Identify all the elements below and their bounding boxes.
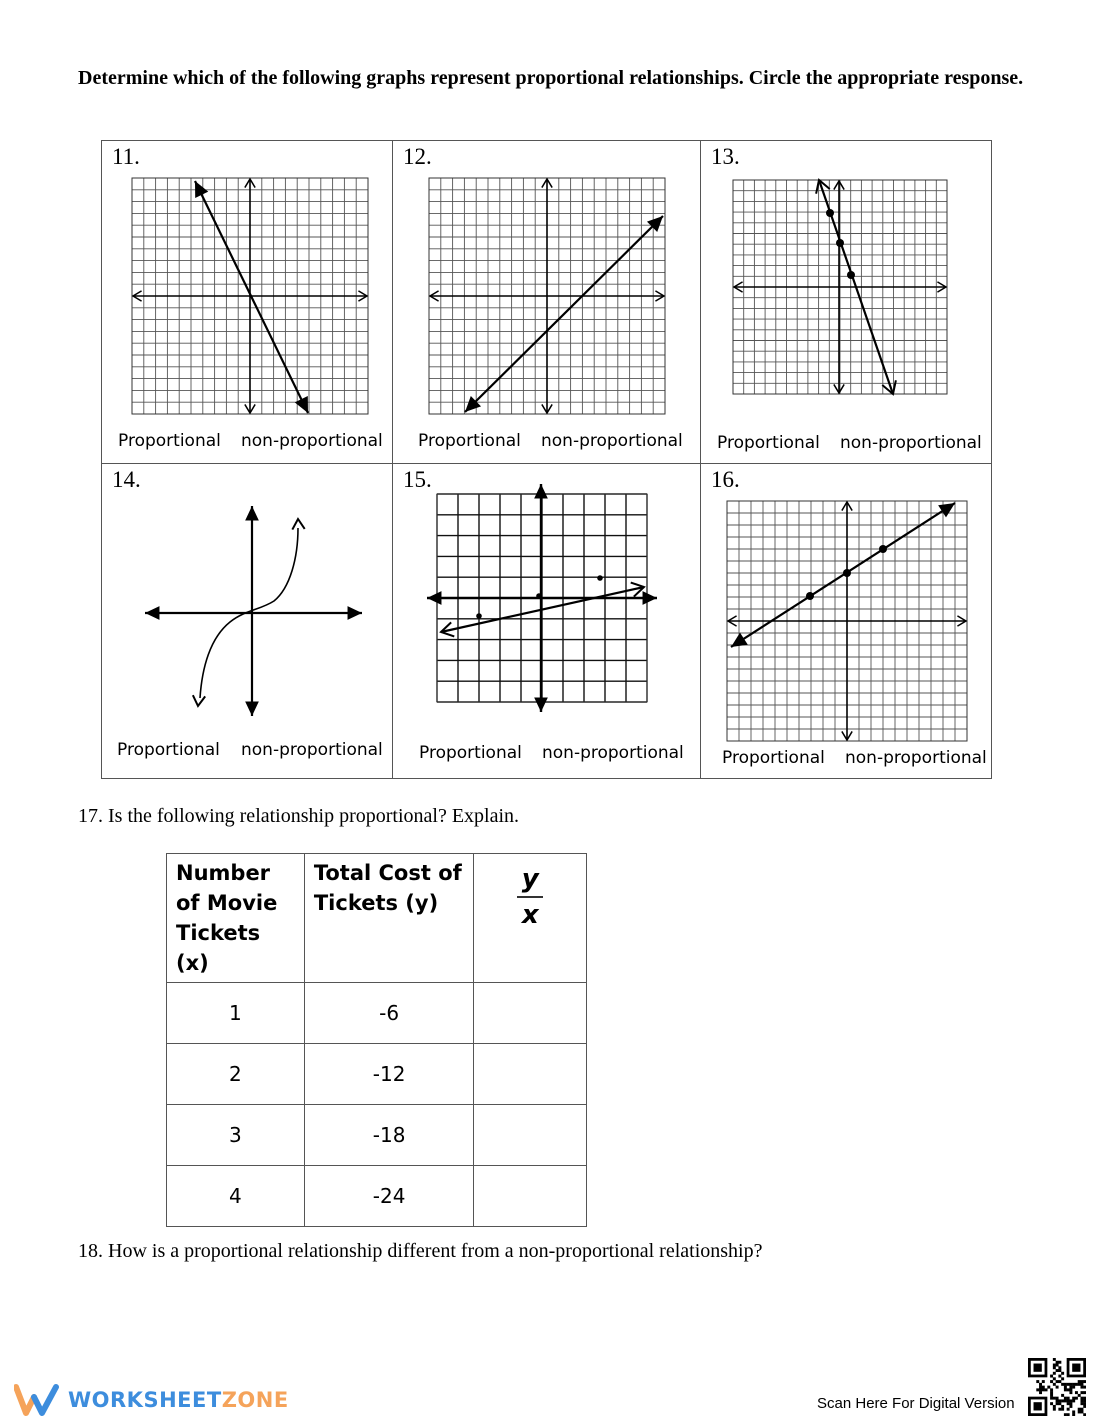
qr-module <box>1061 1394 1064 1397</box>
qr-module <box>1050 1388 1053 1391</box>
qr-module <box>1061 1377 1064 1380</box>
qr-module <box>1072 1386 1075 1389</box>
qr-module <box>1053 1366 1056 1369</box>
qr-module <box>1061 1383 1064 1386</box>
table-row <box>167 983 587 1044</box>
qr-module <box>1050 1391 1053 1394</box>
qr-module <box>1075 1391 1078 1394</box>
qr-module <box>1069 1388 1072 1391</box>
qr-module <box>1080 1399 1083 1402</box>
arrowhead <box>245 506 259 520</box>
graph-point <box>843 569 851 577</box>
qr-module <box>1080 1386 1083 1389</box>
problem-11-cell <box>102 141 393 464</box>
x-cell: 1 <box>167 983 305 1044</box>
qr-finder <box>1034 1402 1042 1410</box>
qr-module <box>1053 1364 1056 1367</box>
qr-module <box>1078 1394 1081 1397</box>
qr-module <box>1067 1408 1070 1411</box>
qr-module <box>1047 1386 1050 1389</box>
header-x: Number of Movie Tickets (x) <box>167 854 305 983</box>
qr-code-icon[interactable] <box>1028 1358 1086 1416</box>
qr-module <box>1056 1402 1059 1405</box>
qr-module <box>1083 1405 1086 1408</box>
arrowhead <box>292 519 304 530</box>
qr-module <box>1072 1399 1075 1402</box>
proportional-option[interactable]: Proportional <box>722 748 825 768</box>
qr-module <box>1050 1402 1053 1405</box>
scan-caption: Scan Here For Digital Version <box>817 1395 1015 1412</box>
qr-module <box>1072 1383 1075 1386</box>
ratio-denominator: x <box>521 900 539 930</box>
qr-module <box>1080 1408 1083 1411</box>
arrowhead <box>534 484 548 498</box>
ratio-answer-cell[interactable] <box>474 1044 587 1105</box>
arrowhead <box>938 503 955 517</box>
header-ratio <box>474 854 587 983</box>
ratio-answer-cell[interactable] <box>474 1166 587 1227</box>
problem-16-cell <box>701 464 991 778</box>
x-cell: 3 <box>167 1105 305 1166</box>
qr-module <box>1069 1383 1072 1386</box>
qr-module <box>1075 1383 1078 1386</box>
qr-module <box>1036 1388 1039 1391</box>
graph-11 <box>130 176 370 416</box>
y-cell: -18 <box>304 1105 474 1166</box>
x-cell: 2 <box>167 1044 305 1105</box>
graph-point <box>826 209 834 217</box>
qr-module <box>1058 1399 1061 1402</box>
qr-module <box>1083 1391 1086 1394</box>
proportional-option[interactable]: Proportional <box>117 740 220 760</box>
graph-point <box>536 593 542 599</box>
qr-module <box>1042 1388 1045 1391</box>
qr-module <box>1050 1380 1053 1383</box>
graph-point <box>476 613 482 619</box>
qr-module <box>1069 1405 1072 1408</box>
qr-module <box>1080 1402 1083 1405</box>
qr-module <box>1078 1410 1081 1413</box>
arrowhead <box>245 702 259 716</box>
brand-name: WORKSHEETZONE <box>68 1388 289 1412</box>
qr-module <box>1083 1386 1086 1389</box>
problem-15-cell <box>393 464 701 778</box>
ratio-answer-cell[interactable] <box>474 983 587 1044</box>
problem-number: 13. <box>711 144 740 169</box>
proportional-option[interactable]: Proportional <box>717 433 820 453</box>
arrowhead <box>534 698 548 712</box>
qr-module <box>1056 1364 1059 1367</box>
graph-point <box>879 545 887 553</box>
fraction-bar <box>517 896 543 898</box>
qr-module <box>1036 1380 1039 1383</box>
arrowhead <box>348 606 362 620</box>
proportional-option[interactable]: Proportional <box>418 431 521 451</box>
table-row <box>167 1105 587 1166</box>
qr-module <box>1072 1413 1075 1416</box>
y-cell: -12 <box>304 1044 474 1105</box>
arrowhead <box>427 591 441 605</box>
logo-w-icon <box>14 1383 60 1417</box>
qr-module <box>1053 1358 1056 1361</box>
ratio-answer-cell[interactable] <box>474 1105 587 1166</box>
qr-module <box>1058 1369 1061 1372</box>
qr-module <box>1080 1410 1083 1413</box>
qr-module <box>1056 1369 1059 1372</box>
problem-number: 12. <box>403 144 432 169</box>
qr-module <box>1078 1383 1081 1386</box>
arrowhead <box>193 695 205 706</box>
qr-module <box>1058 1375 1061 1378</box>
qr-module <box>1064 1399 1067 1402</box>
qr-module <box>1039 1386 1042 1389</box>
qr-module <box>1058 1402 1061 1405</box>
qr-module <box>1069 1386 1072 1389</box>
qr-module <box>1069 1391 1072 1394</box>
x-cell: 4 <box>167 1166 305 1227</box>
qr-module <box>1058 1361 1061 1364</box>
qr-module <box>1072 1397 1075 1400</box>
qr-module <box>1061 1408 1064 1411</box>
qr-module <box>1083 1380 1086 1383</box>
problem-number: 16. <box>711 467 740 492</box>
qr-module <box>1080 1391 1083 1394</box>
problem-14-cell <box>102 464 393 778</box>
table-row <box>167 1044 587 1105</box>
table-row <box>167 1166 587 1227</box>
graphs-table <box>101 140 992 779</box>
problem-13-cell <box>701 141 991 464</box>
non-proportional-option[interactable]: non-proportional <box>241 740 383 760</box>
problem-number: 14. <box>112 467 141 492</box>
qr-module <box>1067 1402 1070 1405</box>
question-17: 17. Is the following relationship proportional? Explain. <box>78 805 520 827</box>
qr-module <box>1067 1388 1070 1391</box>
qr-module <box>1067 1383 1070 1386</box>
qr-module <box>1064 1388 1067 1391</box>
qr-module <box>1080 1397 1083 1400</box>
qr-module <box>1053 1397 1056 1400</box>
qr-module <box>1056 1386 1059 1389</box>
qr-module <box>1078 1380 1081 1383</box>
qr-module <box>1075 1397 1078 1400</box>
graph-point <box>847 271 855 279</box>
qr-module <box>1056 1399 1059 1402</box>
qr-module <box>1053 1408 1056 1411</box>
qr-module <box>1067 1397 1070 1400</box>
qr-module <box>1069 1399 1072 1402</box>
graph-point <box>836 239 844 247</box>
qr-module <box>1067 1413 1070 1416</box>
problem-number: 11. <box>112 144 140 169</box>
qr-module <box>1039 1391 1042 1394</box>
qr-module <box>1053 1383 1056 1386</box>
qr-module <box>1061 1399 1064 1402</box>
qr-module <box>1039 1383 1042 1386</box>
qr-module <box>1064 1397 1067 1400</box>
instructions: Determine which of the following graphs represent proportional relationships. Circle the appropriate response. <box>78 67 1024 89</box>
qr-module <box>1061 1372 1064 1375</box>
qr-module <box>1053 1405 1056 1408</box>
non-proportional-option[interactable]: non-proportional <box>845 748 987 768</box>
qr-module <box>1083 1397 1086 1400</box>
qr-module <box>1053 1372 1056 1375</box>
graph-12 <box>427 176 667 416</box>
problem-number: 15. <box>403 467 432 492</box>
qr-module <box>1058 1380 1061 1383</box>
qr-module <box>1064 1413 1067 1416</box>
proportional-option[interactable]: Proportional <box>118 431 221 451</box>
qr-module <box>1053 1377 1056 1380</box>
header-y: Total Cost of Tickets (y) <box>304 854 474 983</box>
problem-12-cell <box>393 141 701 464</box>
qr-module <box>1056 1397 1059 1400</box>
qr-module <box>1061 1405 1064 1408</box>
tickets-table <box>166 853 587 1227</box>
qr-module <box>1064 1386 1067 1389</box>
non-proportional-option[interactable]: non-proportional <box>840 433 982 453</box>
worksheetzone-logo <box>14 1383 289 1417</box>
qr-module <box>1083 1399 1086 1402</box>
graph-14 <box>140 498 365 723</box>
qr-module <box>1078 1408 1081 1411</box>
qr-module <box>1056 1380 1059 1383</box>
question-18: 18. How is a proportional relationship different from a non-proportional relationship? <box>78 1240 763 1262</box>
y-cell: -6 <box>304 983 474 1044</box>
arrowhead <box>643 591 657 605</box>
graph-line <box>465 216 663 412</box>
qr-module <box>1050 1375 1053 1378</box>
qr-module <box>1050 1394 1053 1397</box>
qr-module <box>1080 1380 1083 1383</box>
qr-module <box>1039 1388 1042 1391</box>
non-proportional-option[interactable]: non-proportional <box>541 431 683 451</box>
graph-point <box>806 592 814 600</box>
qr-module <box>1083 1402 1086 1405</box>
qr-finder <box>1034 1364 1042 1372</box>
y-cell: -24 <box>304 1166 474 1227</box>
graph-13 <box>731 178 949 396</box>
qr-finder <box>1072 1364 1080 1372</box>
qr-module <box>1080 1383 1083 1386</box>
qr-module <box>1067 1399 1070 1402</box>
arrowhead <box>731 633 748 647</box>
graph-point <box>597 575 603 581</box>
non-proportional-option[interactable]: non-proportional <box>542 743 684 763</box>
qr-module <box>1058 1366 1061 1369</box>
proportional-option[interactable]: Proportional <box>419 743 522 763</box>
qr-module <box>1058 1408 1061 1411</box>
qr-module <box>1042 1380 1045 1383</box>
qr-module <box>1072 1410 1075 1413</box>
graph-16 <box>725 499 969 743</box>
qr-module <box>1050 1397 1053 1400</box>
qr-module <box>1064 1383 1067 1386</box>
arrowhead <box>145 606 159 620</box>
qr-module <box>1042 1386 1045 1389</box>
qr-module <box>1056 1361 1059 1364</box>
ratio-numerator: y <box>521 864 539 894</box>
non-proportional-option[interactable]: non-proportional <box>241 431 383 451</box>
qr-module <box>1083 1413 1086 1416</box>
qr-module <box>1045 1388 1048 1391</box>
qr-module <box>1069 1402 1072 1405</box>
graph-15 <box>427 484 657 714</box>
